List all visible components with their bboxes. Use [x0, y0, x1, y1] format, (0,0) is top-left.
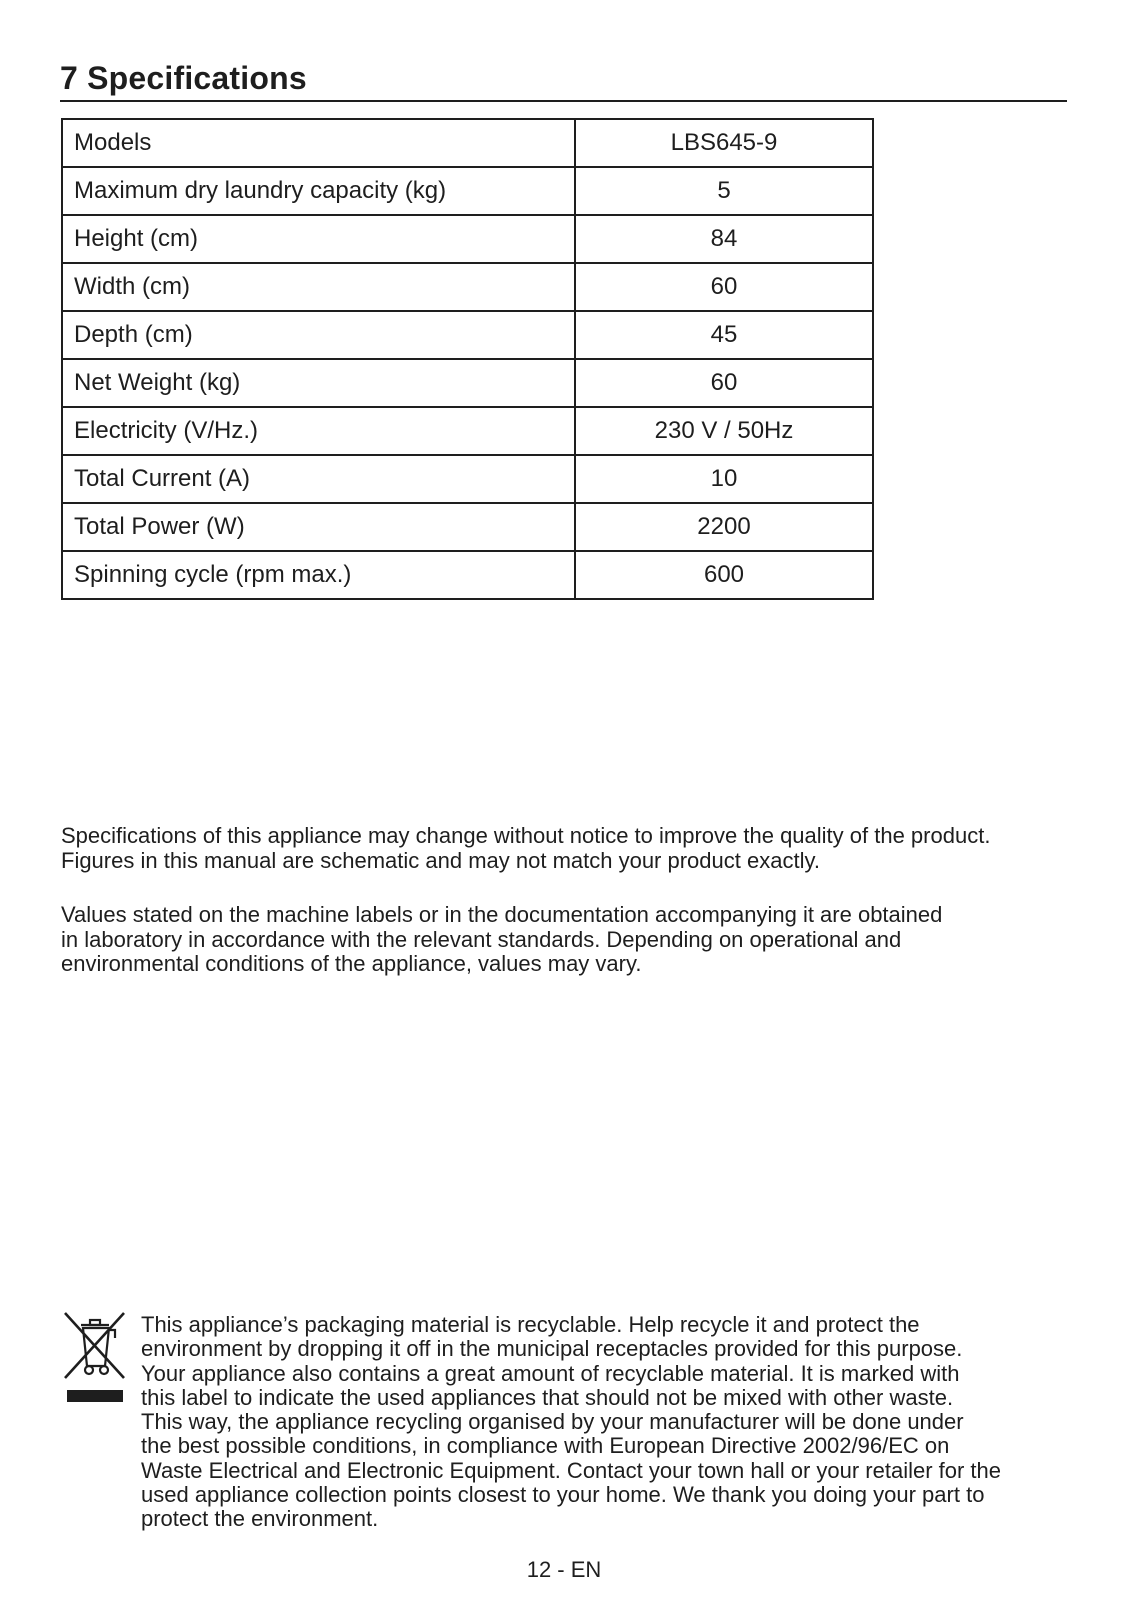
spec-value: 60	[575, 359, 873, 407]
paragraph-line: environmental conditions of the appliance, values may vary.	[61, 951, 642, 976]
paragraph-line: Figures in this manual are schematic and may not match your product exactly.	[61, 847, 820, 873]
page-number: 12 - EN	[526, 1557, 602, 1582]
spec-label: Maximum dry laundry capacity (kg)	[62, 167, 575, 215]
paragraph-line: environment by dropping it off in the municipal receptacles provided for this purpose.	[141, 1336, 963, 1362]
spec-value: 84	[575, 215, 873, 263]
paragraph-line: This appliance’s packaging material is recyclable. Help recycle it and protect the	[141, 1312, 920, 1337]
paragraph-line: Specifications of this appliance may change without notice to improve the quality of the product.	[61, 823, 991, 848]
section-title: 7 Specifications	[60, 60, 307, 96]
standards-paragraph	[61, 903, 1071, 977]
spec-label: Models	[62, 119, 575, 167]
spec-label: Spinning cycle (rpm max.)	[62, 551, 575, 599]
spec-value: 2200	[575, 503, 873, 551]
table-row	[62, 263, 873, 311]
spec-label: Width (cm)	[62, 263, 575, 311]
spec-value: 230 V / 50Hz	[575, 407, 873, 455]
table-row	[62, 119, 873, 167]
spec-value: 5	[575, 167, 873, 215]
paragraph-line: in laboratory in accordance with the relevant standards. Depending on operational and	[61, 926, 902, 952]
spec-label: Depth (cm)	[62, 311, 575, 359]
spec-label: Height (cm)	[62, 215, 575, 263]
paragraph-line: protect the environment.	[141, 1506, 379, 1532]
table-row	[62, 359, 873, 407]
spec-value: 60	[575, 263, 873, 311]
specifications-table	[61, 118, 874, 600]
spec-label: Electricity (V/Hz.)	[62, 407, 575, 455]
table-row	[62, 407, 873, 455]
spec-value: 10	[575, 455, 873, 503]
paragraph-line: used appliance collection points closest to your home. We thank you doing your part to	[141, 1482, 985, 1508]
paragraph-line: Waste Electrical and Electronic Equipment. Contact your town hall or your retailer for the	[141, 1457, 1002, 1483]
recycling-paragraph	[141, 1313, 1001, 1532]
table-row	[62, 503, 873, 551]
disclaimer-paragraph	[61, 824, 1071, 873]
table-row	[62, 167, 873, 215]
paragraph-line: Values stated on the machine labels or in the documentation accompanying it are obtained	[61, 902, 943, 927]
spec-label: Net Weight (kg)	[62, 359, 575, 407]
paragraph-line: This way, the appliance recycling organised by your manufacturer will be done under	[141, 1409, 964, 1435]
table-row	[62, 311, 873, 359]
paragraph-line: the best possible conditions, in compliance with European Directive 2002/96/EC on	[141, 1433, 950, 1459]
table-row	[62, 455, 873, 503]
table-row	[62, 215, 873, 263]
spec-label: Total Current (A)	[62, 455, 575, 503]
section-heading	[60, 58, 1067, 102]
table-row	[62, 551, 873, 599]
paragraph-line: Your appliance also contains a great amount of recyclable material. It is marked with	[141, 1360, 960, 1386]
paragraph-line: this label to indicate the used appliances that should not be mixed with other waste.	[141, 1384, 954, 1410]
crossed-out-wheelie-bin-icon	[60, 1308, 130, 1408]
spec-value: 45	[575, 311, 873, 359]
spec-value: LBS645-9	[575, 119, 873, 167]
spec-value: 600	[575, 551, 873, 599]
spec-label: Total Power (W)	[62, 503, 575, 551]
